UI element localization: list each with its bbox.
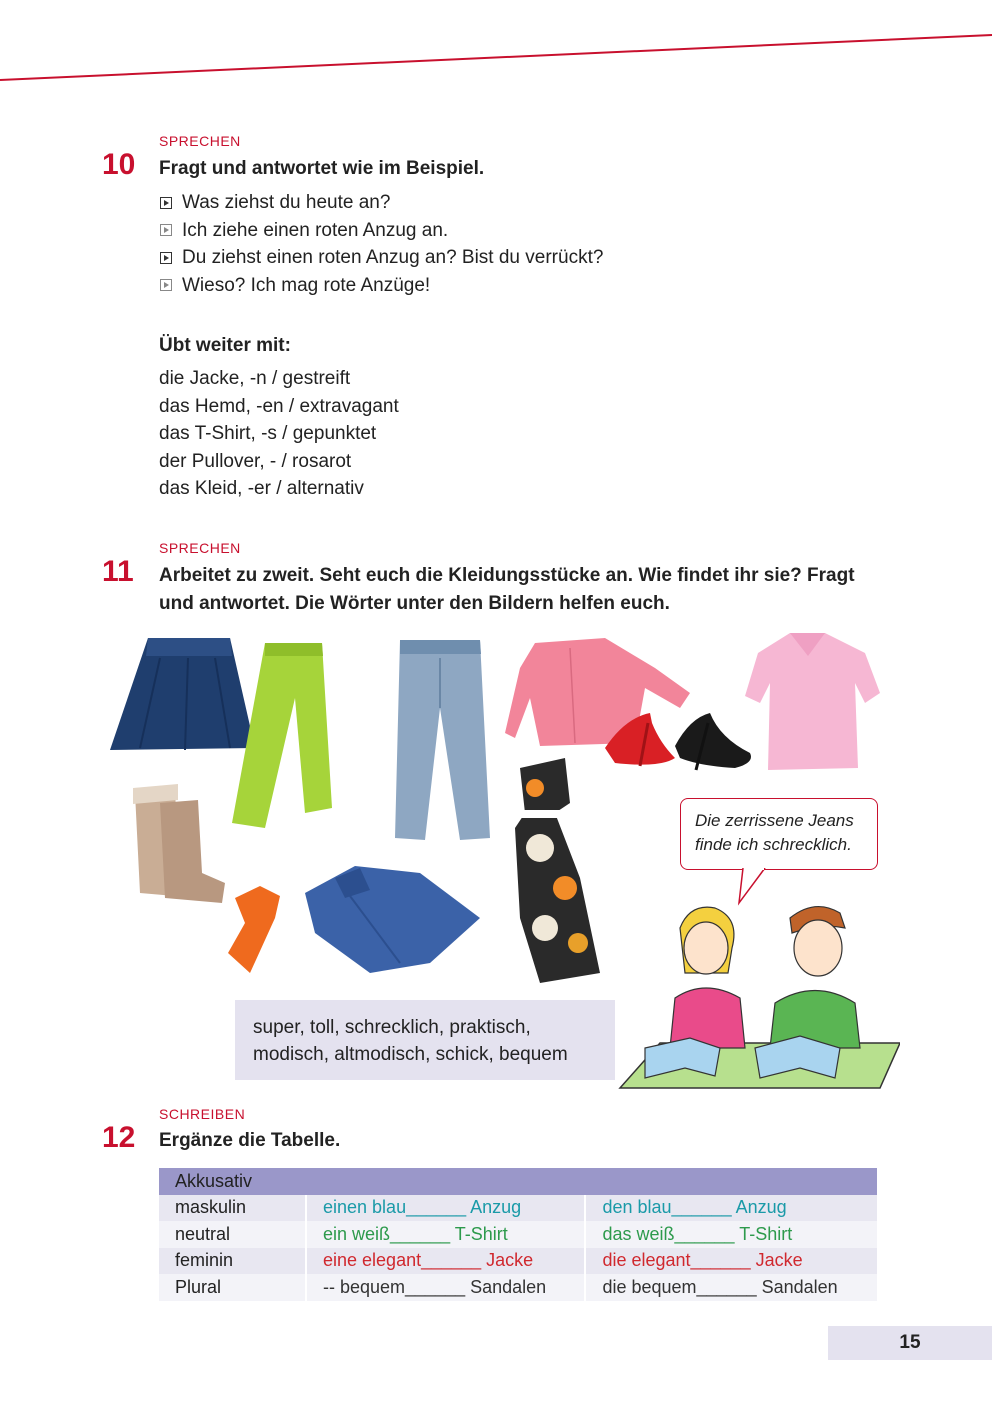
tie-image xyxy=(228,886,280,973)
page-number: 15 xyxy=(828,1326,992,1360)
dialog-line xyxy=(160,272,603,300)
shirt-image xyxy=(305,866,480,973)
ex12-section-label: SCHREIBEN xyxy=(159,1106,246,1122)
definite-cell: die elegant______ Jacke xyxy=(585,1248,878,1275)
row-label: feminin xyxy=(159,1248,306,1275)
ex10-title: Fragt und antwortet wie im Beispiel. xyxy=(159,158,485,179)
table-row xyxy=(159,1195,878,1222)
table-header-row xyxy=(159,1168,878,1195)
list-item: das Kleid, -er / alternativ xyxy=(159,478,364,499)
definite-cell: den blau______ Anzug xyxy=(585,1195,878,1222)
row-label: Plural xyxy=(159,1274,306,1301)
ex10-more-list xyxy=(159,365,399,503)
word-box-line: super, toll, schrecklich, praktisch, xyxy=(253,1017,531,1038)
word-box-line: modisch, altmodisch, schick, bequem xyxy=(253,1044,568,1065)
dialog-text: Wieso? Ich mag rote Anzüge! xyxy=(182,274,431,296)
dialog-line xyxy=(160,189,603,217)
header-rule xyxy=(0,30,992,85)
list-item: das T-Shirt, -s / gepunktet xyxy=(159,423,377,444)
table-row xyxy=(159,1248,878,1275)
speech-bubble xyxy=(680,798,878,870)
table-header: Akkusativ xyxy=(159,1168,878,1195)
ex10-number: 10 xyxy=(102,148,136,181)
table-row xyxy=(159,1274,878,1301)
bubble-line: finde ich schrecklich. xyxy=(695,835,852,854)
bubble-line: Die zerrissene Jeans xyxy=(695,811,854,830)
indefinite-cell: eine elegant______ Jacke xyxy=(306,1248,585,1275)
jeans-image xyxy=(395,640,490,840)
play-icon[interactable] xyxy=(160,197,172,209)
ex12-number: 12 xyxy=(102,1121,136,1154)
indefinite-cell: ein weiß______ T-Shirt xyxy=(306,1221,585,1248)
ex10-more-title: Übt weiter mit: xyxy=(159,335,291,356)
ex11-title xyxy=(159,562,855,618)
row-label: maskulin xyxy=(159,1195,306,1222)
list-item: das Hemd, -en / extravagant xyxy=(159,395,399,417)
list-item: der Pullover, - / rosarot xyxy=(159,450,352,472)
word-box xyxy=(235,1000,615,1080)
ex10-dialog xyxy=(160,189,603,299)
play-icon[interactable] xyxy=(160,279,172,291)
table-row xyxy=(159,1221,878,1248)
indefinite-cell: -- bequem______ Sandalen xyxy=(306,1274,585,1301)
play-icon[interactable] xyxy=(160,252,172,264)
skirt-image xyxy=(110,638,255,750)
row-label: neutral xyxy=(159,1221,306,1248)
boots-image xyxy=(133,784,225,903)
ex11-title-line: Arbeitet zu zweit. Seht euch die Kleidungsstücke an. Wie findet ihr sie? Fragt xyxy=(159,565,855,586)
cardigan-image xyxy=(505,638,690,746)
bubble-tail-icon xyxy=(735,868,775,906)
ex10-section-label: SPRECHEN xyxy=(159,133,241,149)
definite-cell: das weiß______ T-Shirt xyxy=(585,1221,878,1248)
ex11-section-label: SPRECHEN xyxy=(159,540,241,556)
dialog-line xyxy=(160,217,603,245)
dialog-text: Ich ziehe einen roten Anzug an. xyxy=(182,219,449,241)
students-cartoon xyxy=(620,907,900,1088)
ex12-title: Ergänze die Tabelle. xyxy=(159,1130,341,1151)
play-icon[interactable] xyxy=(160,224,172,236)
ex11-number: 11 xyxy=(102,555,134,588)
dialog-text: Was ziehst du heute an? xyxy=(182,192,391,213)
dress-image xyxy=(515,758,600,983)
akkusativ-table xyxy=(159,1168,879,1301)
dialog-text: Du ziehst einen roten Anzug an? Bist du verrückt? xyxy=(182,247,604,268)
list-item: die Jacke, -n / gestreift xyxy=(159,368,351,389)
blouse-image xyxy=(745,633,880,770)
definite-cell: die bequem______ Sandalen xyxy=(585,1274,878,1301)
ex11-title-line: und antwortet. Die Wörter unter den Bildern helfen euch. xyxy=(159,593,670,614)
indefinite-cell: einen blau______ Anzug xyxy=(306,1195,585,1222)
dialog-line xyxy=(160,244,603,272)
